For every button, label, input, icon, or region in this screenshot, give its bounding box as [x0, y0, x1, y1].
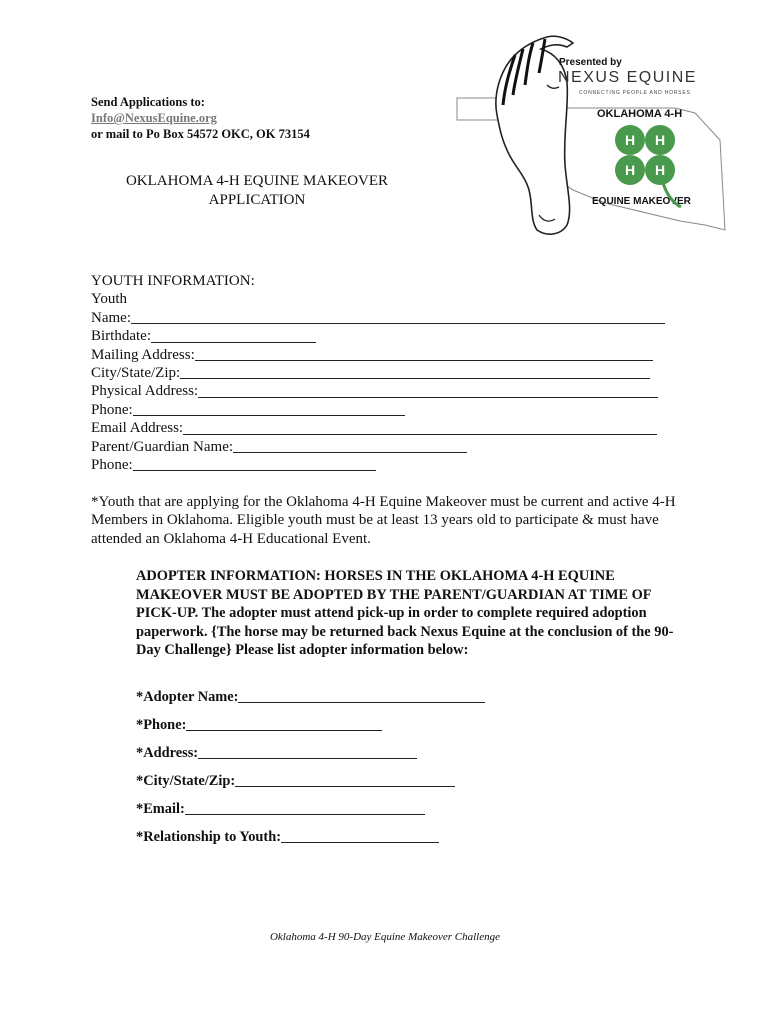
adopter-relationship-label: *Relationship to Youth: — [136, 829, 281, 845]
adopter-city-row — [136, 762, 696, 790]
four-h-clover-icon — [615, 125, 681, 207]
adopter-address-field[interactable] — [198, 745, 417, 759]
adopter-city-field[interactable] — [235, 773, 455, 787]
adopter-address-row — [136, 734, 696, 762]
birthdate-label: Birthdate: — [91, 328, 151, 345]
adopter-name-field[interactable] — [238, 689, 485, 703]
svg-text:H: H — [655, 132, 666, 148]
send-label: Send Applications to: — [91, 95, 205, 109]
adopter-address-label: *Address: — [136, 745, 199, 761]
adopter-fields — [136, 678, 696, 846]
email-address-row — [91, 419, 681, 437]
parent-phone-field[interactable] — [133, 457, 376, 471]
phone-row — [91, 401, 681, 419]
email-link[interactable]: Info@NexusEquine.org — [91, 111, 217, 125]
title-line-1: OKLAHOMA 4-H EQUINE MAKEOVER — [125, 173, 389, 189]
send-applications-block — [91, 94, 310, 142]
page-title — [90, 172, 424, 210]
email-address-label: Email Address: — [91, 420, 184, 437]
city-state-zip-label: City/State/Zip: — [91, 365, 181, 382]
mailing-address-label: Mailing Address: — [91, 346, 195, 363]
adopter-email-row — [136, 790, 696, 818]
adopter-city-label: *City/State/Zip: — [136, 773, 236, 789]
city-state-zip-row — [91, 364, 681, 382]
adopter-relationship-row — [136, 818, 696, 846]
parent-guardian-label: Parent/Guardian Name: — [91, 438, 234, 455]
phone-label: Phone: — [91, 401, 133, 418]
adopter-intro: ADOPTER INFORMATION: HORSES IN THE OKLAHOMA 4-H EQUINE MAKEOVER MUST BE ADOPTED BY THE PARENT/GUARDIAN AT TIME OF PICK-UP. The adopter must attend pick-up in order to complete required adoption paperwork. {The horse may be returned back Nexus Equine at the conclusion of the 90-Day Challenge} Please list adopter information below: — [136, 568, 674, 659]
youth-name-row — [91, 309, 681, 327]
youth-information-section — [91, 272, 681, 474]
physical-address-field[interactable] — [198, 384, 658, 398]
mail-address: or mail to Po Box 54572 OKC, OK 73154 — [91, 127, 310, 141]
svg-text:H: H — [625, 162, 636, 178]
youth-name-field[interactable] — [131, 310, 665, 324]
youth-heading: YOUTH INFORMATION: — [91, 273, 255, 289]
adopter-relationship-field[interactable] — [281, 829, 439, 843]
parent-guardian-row — [91, 438, 681, 456]
mailing-address-row — [91, 346, 681, 364]
mailing-address-field[interactable] — [195, 347, 653, 361]
adopter-email-field[interactable] — [185, 801, 425, 815]
brand-text: NEXUS EQUINE — [558, 69, 697, 86]
parent-phone-label: Phone: — [91, 457, 133, 474]
eligibility-note: *Youth that are applying for the Oklahoma 4-H Equine Makeover must be current and active 4-H Members in Oklahoma. Eligible youth must be at least 13 years old to participate & must have attended an Oklahoma 4-H Educational Event. — [91, 494, 676, 547]
adopter-name-row — [136, 678, 696, 706]
equine-makeover-text: EQUINE MAKEOVER — [592, 196, 691, 207]
svg-text:H: H — [625, 132, 636, 148]
page-footer: Oklahoma 4-H 90-Day Equine Makeover Challenge — [269, 931, 501, 943]
adopter-phone-row — [136, 706, 696, 734]
birthdate-field[interactable] — [151, 329, 316, 343]
adopter-phone-field[interactable] — [186, 717, 382, 731]
phone-field[interactable] — [133, 402, 405, 416]
presented-by-text: Presented by — [559, 57, 622, 68]
physical-address-row — [91, 382, 681, 400]
svg-text:H: H — [655, 162, 666, 178]
parent-guardian-field[interactable] — [233, 439, 467, 453]
city-state-zip-field[interactable] — [180, 365, 650, 379]
physical-address-label: Physical Address: — [91, 383, 199, 400]
title-line-2: APPLICATION — [208, 192, 306, 208]
oklahoma-4h-text: OKLAHOMA 4-H — [597, 108, 683, 120]
youth-name-label: Name: — [91, 309, 131, 326]
adopter-name-label: *Adopter Name: — [136, 689, 239, 705]
youth-word: Youth — [91, 291, 127, 308]
tagline-text: CONNECTING PEOPLE AND HORSES — [579, 90, 691, 96]
nexus-equine-4h-logo — [455, 25, 730, 240]
adopter-email-label: *Email: — [136, 801, 185, 817]
email-address-field[interactable] — [183, 421, 657, 435]
parent-phone-row — [91, 456, 681, 474]
adopter-phone-label: *Phone: — [136, 717, 187, 733]
birthdate-row — [91, 327, 681, 345]
